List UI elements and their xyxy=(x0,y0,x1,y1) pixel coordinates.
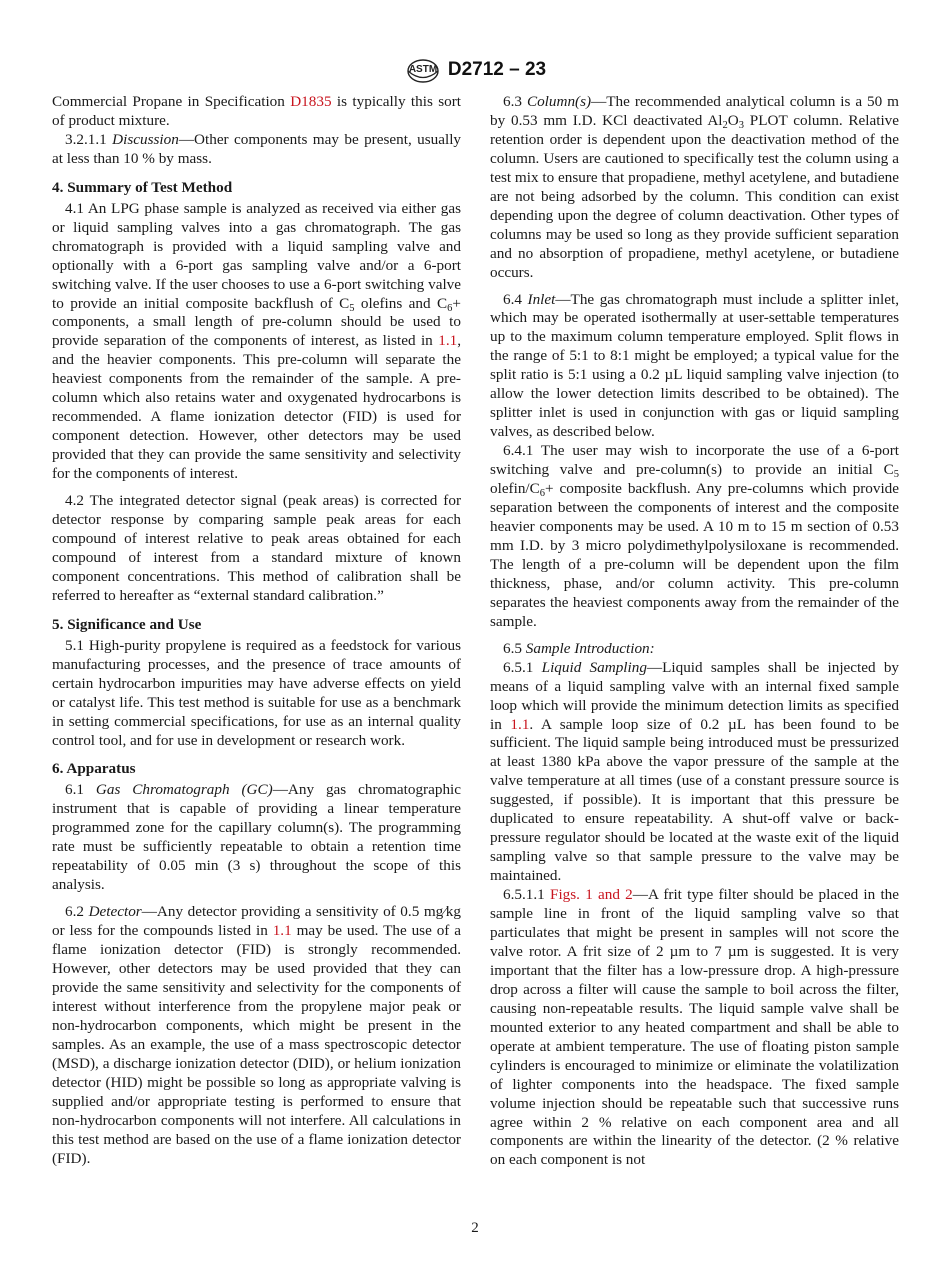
paragraph xyxy=(490,93,899,283)
text-run: 6.5 xyxy=(503,639,526,657)
document-id: D2712 – 23 xyxy=(447,59,547,80)
subscript: 5 xyxy=(893,469,899,481)
text-run: 5. Significance and Use xyxy=(52,615,202,633)
paragraph xyxy=(52,93,461,131)
astm-logo-icon xyxy=(404,56,442,84)
text-run: olefin/C xyxy=(490,480,540,498)
text-run: —Any gas chromatographic instrument that is capable of providing a linear temperature programmed zone for the capillary column(s). The programming rate must be sufficiently repeatable to obtain a retention time repeatability of 0.05 min (3 s) throughout the scope of this analysis. xyxy=(52,781,462,894)
page-header xyxy=(0,56,950,84)
text-run: —Other components may be present, usually at less than 10 % by mass. xyxy=(52,130,462,167)
cross-reference-link[interactable]: 1.1 xyxy=(510,715,530,733)
text-run: 6.3 xyxy=(503,93,527,110)
cross-reference-link[interactable]: D1835 xyxy=(290,93,332,110)
text-run: . A sample loop size of 0.2 µL has been found to be sufficient. The liquid sample being introduced must be pressurized at least 1380 kPa above the vapor pressure of the sample at the valve temperature at all times (use of a constant pressure source is suggested, if possible). It is important that this pressure be duplicated to ensure repeatability. A shut-off valve or back-pressure regulator should be located at the waste exit of the liquid sampling valve so that sample pressure to the valve may be maintained. xyxy=(490,715,899,885)
cross-reference-link[interactable]: Figs. 1 and 2 xyxy=(550,886,633,904)
italic-term: Discussion xyxy=(112,130,179,148)
section-heading xyxy=(52,616,461,635)
cross-reference-link[interactable]: 1.1 xyxy=(438,332,458,350)
paragraph xyxy=(52,200,461,484)
subscript: 3 xyxy=(738,119,744,131)
paragraph xyxy=(490,659,899,886)
text-run: O xyxy=(727,111,739,129)
text-run: 6.4.1 The user may wish to incorporate the use of a 6-port switching valve and pre-column(s) to provide an initial C xyxy=(490,442,899,479)
text-run: 4.2 The integrated detector signal (peak areas) is corrected for detector response by comparing sample peak areas for each compound of interest relative to peak areas obtained for each compound of interest from a standard mixture of known component concentrations. This method of calibration shall be referred to hereafter as “external standard calibration.” xyxy=(52,492,461,604)
paragraph xyxy=(490,291,899,443)
text-run: , and the heavier components. This pre-column will separate the heaviest components from the remainder of the sample. A pre-column which also retains water and oxygenated hydrocarbons is recommended. A flame ionization detector (FID) is used for component detection. However, other detectors may be used provided that they can provide the same sensitivity and selectivity for the components of interest. xyxy=(52,332,461,483)
cross-reference-link[interactable]: 1.1 xyxy=(272,922,292,940)
text-run: 6.4 xyxy=(503,290,528,308)
paragraph xyxy=(52,637,461,751)
left-column xyxy=(52,93,461,1168)
subscript: 6 xyxy=(539,488,546,500)
text-run: 6.2 xyxy=(65,903,89,921)
text-run: 6.1 xyxy=(65,781,96,799)
text-run: PLOT column. Relative retention order is dependent upon the deactivation method of the column. Users are cautioned to specifically test the column using a test mix to ensure that propadiene, methyl acetylene, and butadiene are not being adsorbed by the column. This condition can exist depending upon the degree of column deactivation. Other types of columns may be used so long as they provide sufficient separation and no absorption of propadiene, methyl acetylene, or butadiene occurs. xyxy=(490,111,900,281)
paragraph xyxy=(490,886,899,1170)
text-run: —Liquid samples shall be injected by means of a liquid sampling valve with an internal fixed sample loop which will provide the minimum detection limits as specified in xyxy=(490,658,900,733)
page-number: 2 xyxy=(471,1220,479,1236)
svg-text:ASTM: ASTM xyxy=(408,64,438,75)
text-run: 5.1 High-purity propylene is required as a feedstock for various manufacturing processes, and the presence of trace amounts of certain hydrocarbon impurities may have adverse effects on yield or catalyst life. This test method is suitable for use as a benchmark in setting commercial specifications, for use as an internal quality control tool, and for use in development or research work. xyxy=(52,636,461,749)
text-run: 6.5.1 xyxy=(503,658,542,676)
text-run: + components, a small length of pre-column should be used to provide separation of the components of interest, as listed in xyxy=(52,294,461,350)
section-heading xyxy=(52,179,461,198)
italic-term: Inlet xyxy=(527,290,556,308)
text-run: —Any detector providing a sensitivity of 0.5 mg⁄kg or less for the compounds listed in xyxy=(52,903,461,940)
text-run: —The gas chromatograph must include a splitter inlet, which may be operated isothermally at user-settable temperatures up to the maximum column temperature employed. Split flows in the range of 5:1 to 8:1 might be employed; a typical value for the split ratio is 5:1 using a 0.2 µL liquid sampling valve injection (to allow the lower detection limits described to be obtained). The splitter inlet is used in conjunction with gas or liquid sampling valves, as described below. xyxy=(490,290,899,441)
text-run: —A frit type filter should be placed in the sample line in front of the liquid sampling valve so that particulates that might be present in samples will not score the valve rotor. A frit size of 2 µm to 7 µm is suggested. It is very important that the filter has a low-pressure drop. A high-pressure drop across a filter will cause the sample to boil across the filter, causing non-repeatable results. The liquid sample valve shall be mounted exterior to any heated compartment and shall be able to operate at ambient temperature. The use of floating piston sample cylinders is encouraged to minimize or eliminate the volatilization of lighter components into the headspace. The fixed sample volume injection should be repeatable such that successive runs agree within 2 % relative on each component area and all components are within the linearity of the detector. (2 % relative on each component is not xyxy=(490,886,899,1169)
paragraph xyxy=(490,442,899,632)
paragraph xyxy=(52,131,461,169)
text-run: 6.5.1.1 xyxy=(503,886,550,904)
text-run: is typically this sort of product mixture. xyxy=(52,93,461,129)
italic-term: Detector xyxy=(88,903,142,921)
text-run: 4.1 An LPG phase sample is analyzed as received via either gas or liquid sampling valves into a gas chromatograph. The gas chromatograph is provided with a liquid sampling valve and optionally with a 6-port gas sampling valve and/or a 6-port switching valve. If the user chooses to use a 6-port switching valve to provide an initial composite backflush of C xyxy=(52,199,461,312)
text-run: Commercial Propane in Specification xyxy=(52,93,291,110)
right-column xyxy=(490,93,899,1170)
paragraph xyxy=(52,492,461,606)
italic-term: Gas Chromatograph (GC) xyxy=(95,781,273,799)
text-run: —The recommended analytical column is a 50 m by 0.53 mm I.D. KCl deactivated Al xyxy=(490,93,899,129)
section-heading xyxy=(52,760,461,779)
paragraph xyxy=(52,903,461,1168)
subscript: 2 xyxy=(722,119,728,131)
paragraph xyxy=(490,640,899,659)
italic-term: Liquid Sampling xyxy=(541,658,647,676)
text-run: may be used. The use of a flame ionization detector (FID) is strongly recommended. However, other detectors may be used provided that they can provide the same sensitivity and selectivity for the components of interest without interference from the propylene major peak or non-hydrocarbon components, which might be present in the samples. As an example, the use of a mass spectroscopic detector (MSD), a discharge ionization detector (DID), or helium ionization detector (HID) might be possible so long as appropriate valving is supplied and/or appropriate testing is performed to ensure that non-hydrocarbon components will not interfere. All calculations in this test method are based on the use of a flame ionization detector (FID). xyxy=(52,922,461,1167)
text-run: + composite backflush. Any pre-columns which provide separation between the components of interest and the composite heavier components may be used. A 10 m to 15 m section of 0.53 mm I.D. by 3 micro polydimethylpolysiloxane is recommended. The length of a pre-column will be dependent upon the film thickness, phase, and/or column activity. This pre-column separates the heaviest components away from the remainder of the sample. xyxy=(490,480,899,630)
text-run: 3.2.1.1 xyxy=(65,130,113,148)
text-run: 4. Summary of Test Method xyxy=(52,178,233,196)
text-run: 6. Apparatus xyxy=(52,760,136,778)
subscript: 6 xyxy=(447,302,453,314)
subscript: 5 xyxy=(349,302,355,314)
italic-term: Sample Introduction: xyxy=(525,639,655,657)
paragraph xyxy=(52,781,461,895)
italic-term: Column(s) xyxy=(526,93,592,110)
text-run: olefins and C xyxy=(354,294,448,312)
